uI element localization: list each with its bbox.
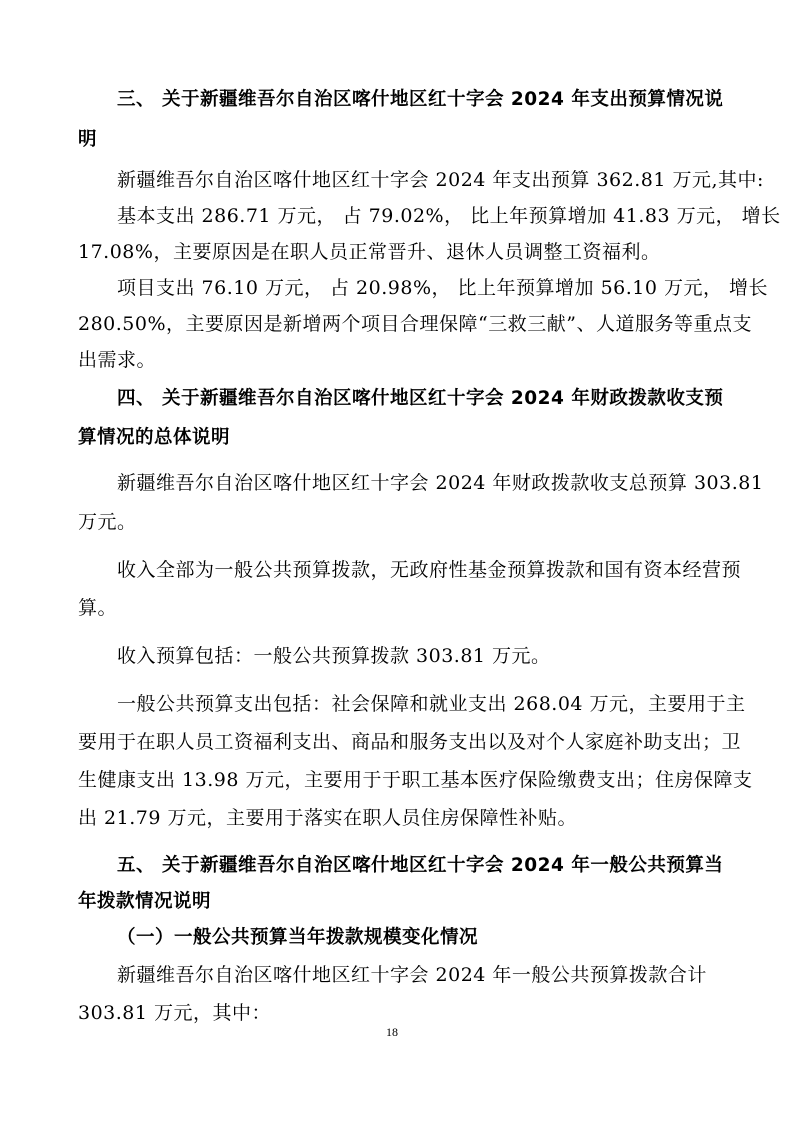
- section-4-heading-line-2: 算情况的总体说明: [78, 427, 231, 448]
- section-3-para-2-line-1: 基本支出 286.71 万元， 占 79.02%， 比上年预算增加 41.83 万元， 增长: [117, 205, 781, 227]
- section-5-subheading: （一）一般公共预算当年拨款规模变化情况: [117, 927, 479, 948]
- section-3-heading-line-2: 明: [78, 129, 98, 150]
- section-3-heading-line-1: 三、 关于新疆维吾尔自治区喀什地区红十字会 2024 年支出预算情况说: [117, 89, 724, 110]
- section-5-heading-line-1: 五、 关于新疆维吾尔自治区喀什地区红十字会 2024 年一般公共预算当: [117, 855, 724, 876]
- section-5-para-1-line-1: 新疆维吾尔自治区喀什地区红十字会 2024 年一般公共预算拨款合计: [117, 964, 707, 986]
- section-4-para-4-line-1: 一般公共预算支出包括：社会保障和就业支出 268.04 万元，主要用于主: [117, 693, 746, 715]
- section-4-para-2-line-2: 算。: [78, 597, 118, 619]
- section-3-para-3-line-2: 280.50%，主要原因是新增两个项目合理保障“三救三献”、人道服务等重点支: [78, 313, 752, 335]
- section-4-para-1-line-1: 新疆维吾尔自治区喀什地区红十字会 2024 年财政拨款收支总预算 303.81: [117, 472, 764, 494]
- section-4-para-4-line-4: 出 21.79 万元，主要用于落实在职人员住房保障性补贴。: [78, 807, 577, 829]
- section-4-para-4-line-3: 生健康支出 13.98 万元，主要用于于职工基本医疗保险缴费支出；住房保障支: [78, 769, 753, 791]
- section-5-heading-line-2: 年拨款情况说明: [78, 891, 212, 912]
- section-3-para-3-line-3: 出需求。: [78, 349, 157, 371]
- section-4-para-2-line-1: 收入全部为一般公共预算拨款，无政府性基金预算拨款和国有资本经营预: [117, 559, 742, 581]
- page-number: 18: [386, 1025, 398, 1039]
- section-4-heading-line-1: 四、 关于新疆维吾尔自治区喀什地区红十字会 2024 年财政拨款收支预: [117, 388, 724, 409]
- section-4-para-3-line-1: 收入预算包括：一般公共预算拨款 303.81 万元。: [117, 645, 551, 667]
- section-3-para-3-line-1: 项目支出 76.10 万元， 占 20.98%， 比上年预算增加 56.10 万元， 增长: [117, 277, 769, 299]
- section-3-para-1-line-1: 新疆维吾尔自治区喀什地区红十字会 2024 年支出预算 362.81 万元,其中:: [117, 169, 764, 191]
- section-3-para-2-line-2: 17.08%，主要原因是在职人员正常晋升、退休人员调整工资福利。: [78, 241, 661, 263]
- section-4-para-1-line-2: 万元。: [78, 511, 137, 533]
- section-5-para-1-line-2: 303.81 万元，其中：: [78, 1002, 272, 1024]
- section-4-para-4-line-2: 要用于在职人员工资福利支出、商品和服务支出以及对个人家庭补助支出；卫: [78, 731, 742, 753]
